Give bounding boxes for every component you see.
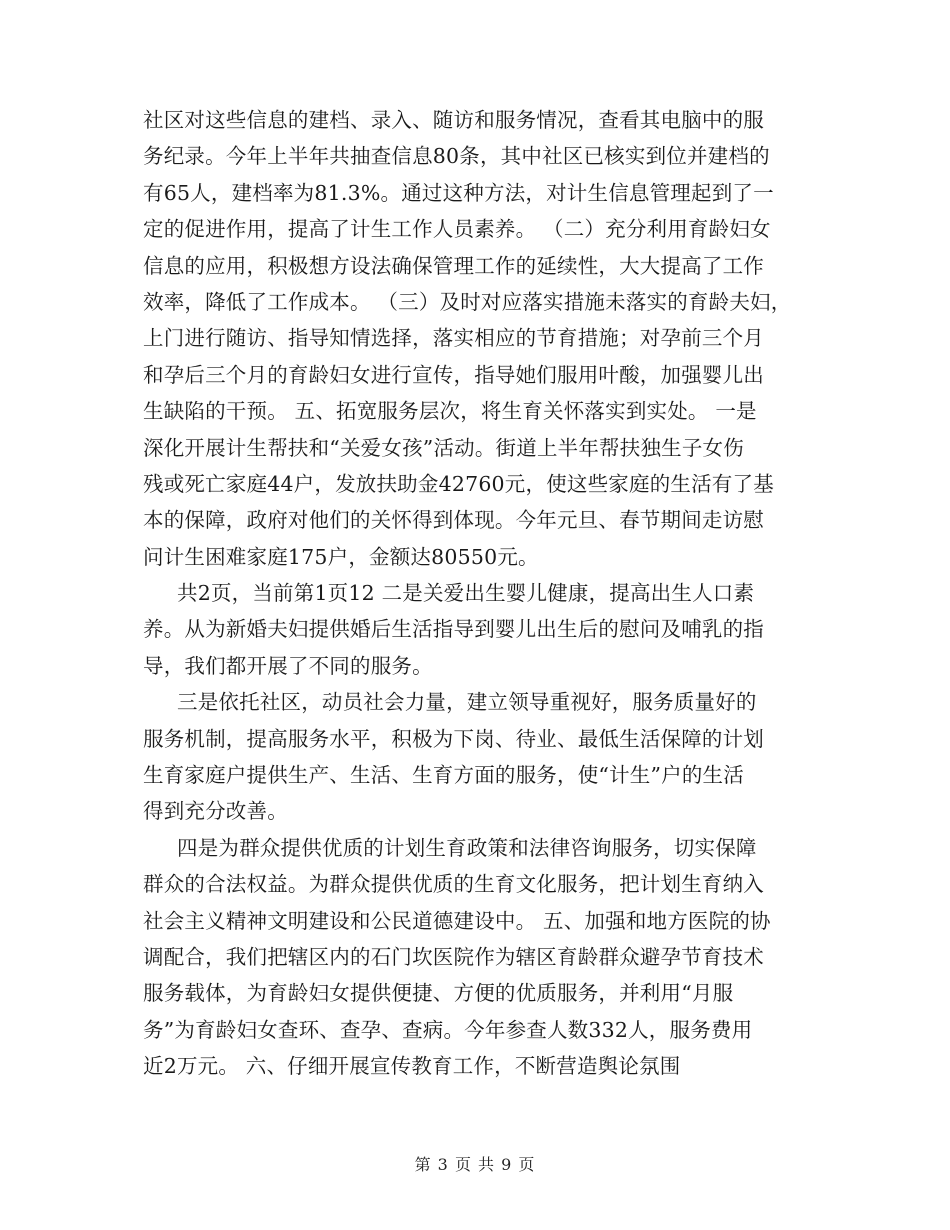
text-line: 调配合，我们把辖区内的石门坎医院作为辖区育龄群众避孕节育技术 [143,944,764,969]
text-line: 四是为群众提供优质的计划生育政策和法律咨询服务，切实保障 [177,835,757,860]
text-line: 务纪录。今年上半年共抽查信息80条，其中社区已核实到位并建档的 [143,144,770,169]
text-line: 生缺陷的干预。 五、拓宽服务层次，将生育关怀落实到实处。 一是 [143,399,757,424]
text-line: 定的促进作用，提高了计生工作人员素养。 （二）充分利用育龄妇女 [143,217,771,242]
text-line: 近2万元。 六、仔细开展宣传教育工作，不断营造舆论氛围 [143,1054,681,1079]
text-line: 服务机制，提高服务水平，积极为下岗、待业、最低生活保障的计划 [143,726,764,751]
text-line: 问计生困难家庭175户，金额达80550元。 [143,544,539,569]
text-line: 生育家庭户提供生产、生活、生育方面的服务，使“计生”户的生活 [143,763,744,788]
text-line: 得到充分改善。 [143,799,288,824]
text-line: 服务载体，为育龄妇女提供便捷、方便的优质服务，并利用“月服 [143,981,734,1006]
text-line: 本的保障，政府对他们的关怀得到体现。今年元旦、春节期间走访慰 [143,508,764,533]
document-body [143,102,815,1085]
text-line: 和孕后三个月的育龄妇女进行宣传，指导她们服用叶酸，加强婴儿出 [143,362,764,387]
text-line: 导，我们都开展了不同的服务。 [143,653,433,678]
text-line: 群众的合法权益。为群众提供优质的生育文化服务，把计划生育纳入 [143,872,764,897]
text-line: 深化开展计生帮扶和“关爱女孩”活动。街道上半年帮扶独生子女伤 [143,435,744,460]
text-line: 信息的应用，积极想方设法确保管理工作的延续性，大大提高了工作 [143,253,764,278]
text-line: 社会主义精神文明建设和公民道德建设中。 五、加强和地方医院的协 [143,908,771,933]
text-line: 共2页，当前第1页12 二是关爱出生婴儿健康，提高出生人口素 [177,581,755,606]
text-line: 社区对这些信息的建档、录入、随访和服务情况，查看其电脑中的服 [143,108,764,132]
page-footer: 第 3 页 共 9 页 [414,1155,536,1174]
text-line: 养。从为新婚夫妇提供婚后生活指导到婴儿出生后的慰问及哺乳的指 [143,617,764,642]
text-line: 务”为育龄妇女查环、查孕、查病。今年参查人数332人，服务费用 [143,1017,753,1042]
text-line: 效率，降低了工作成本。 （三）及时对应落实措施未落实的育龄夫妇， [143,289,792,314]
text-line: 上门进行随访、指导知情选择，落实相应的节育措施；对孕前三个月 [143,326,764,351]
text-line: 残或死亡家庭44户，发放扶助金42760元，使这些家庭的生活有了基 [143,471,774,496]
text-line: 有65人，建档率为81.3%。通过这种方法，对计生信息管理起到了一 [143,180,774,205]
text-line: 三是依托社区，动员社会力量，建立领导重视好，服务质量好的 [177,690,757,715]
